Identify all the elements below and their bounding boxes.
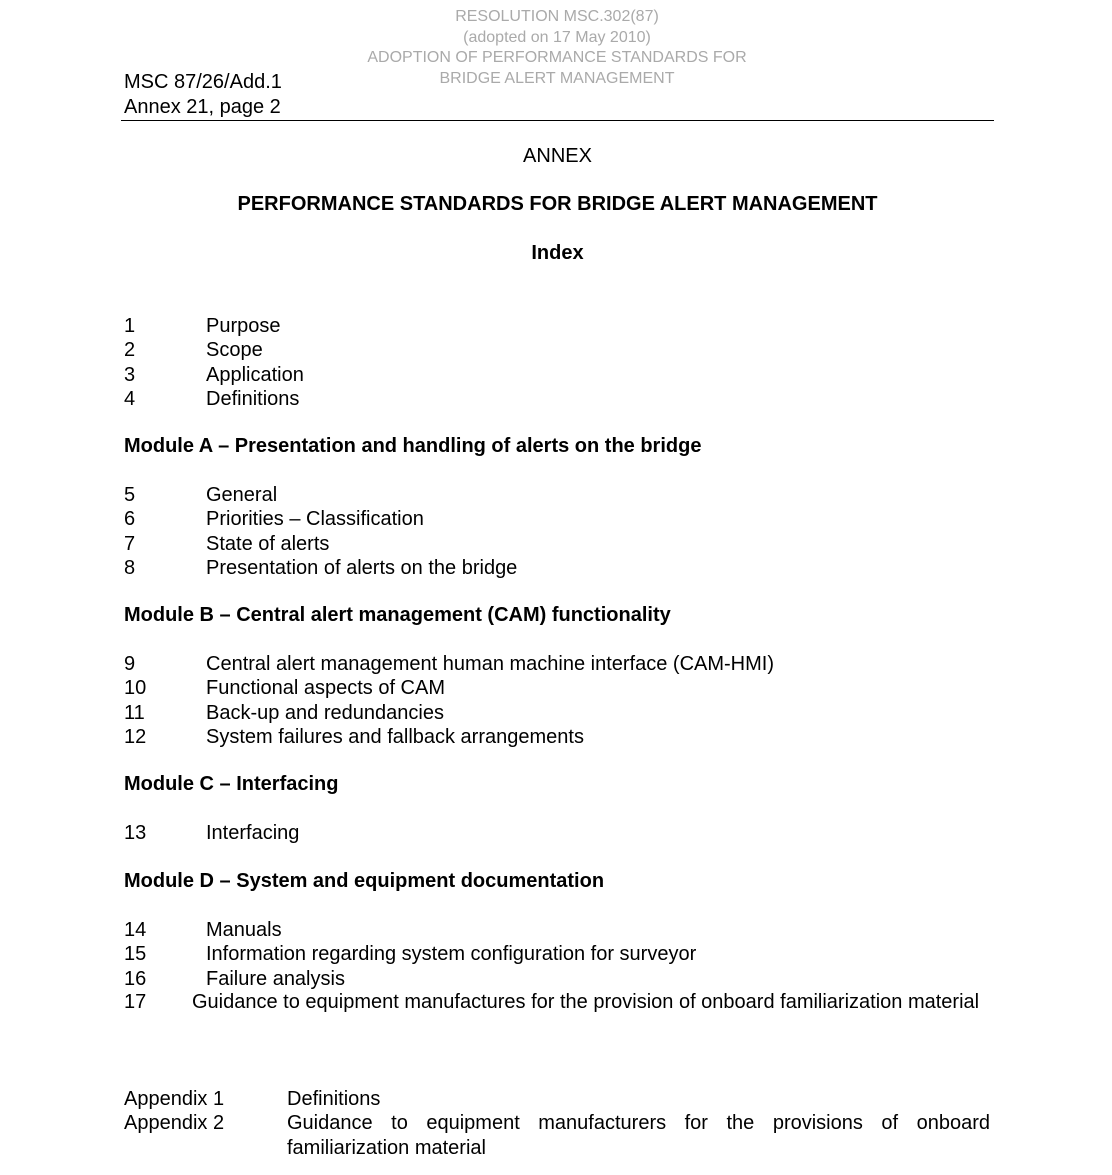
item-text: Failure analysis (206, 967, 345, 990)
item-text: System failures and fallback arrangements (206, 726, 584, 749)
stamp-line-3: ADOPTION OF PERFORMANCE STANDARDS FOR (367, 49, 747, 66)
index-heading: Index (531, 242, 584, 264)
running-header (124, 70, 282, 119)
stamp-line-4: BRIDGE ALERT MANAGEMENT (439, 69, 675, 87)
appendix-label: Appendix 2 (124, 1112, 225, 1134)
item-text: Presentation of alerts on the bridge (206, 557, 518, 580)
item-number: 17 (124, 991, 147, 1013)
item-text: Scope (206, 339, 263, 362)
item-number: 3 (124, 363, 136, 386)
item-number: 7 (124, 532, 136, 555)
item-text: Information regarding system configuration for surveyor (206, 943, 697, 966)
stamp-line-1: RESOLUTION MSC.302(87) (455, 8, 659, 25)
item-text: Guidance to equipment manufactures for the provision of onboard familiarization material (192, 991, 980, 1013)
module-d-heading: Module D – System and equipment documentation (124, 870, 605, 892)
item-text: Back-up and redundancies (206, 701, 444, 724)
appendix-label: Appendix 1 (124, 1088, 225, 1110)
item-number: 8 (124, 557, 136, 580)
appendix-text: Guidance to equipment manufacturers for the provisions of onboard familiarization material (287, 1112, 990, 1159)
item-text: Functional aspects of CAM (206, 677, 445, 700)
item-number: 15 (124, 943, 147, 966)
item-text: General (206, 484, 278, 506)
item-number: 4 (124, 388, 136, 411)
item-number: 9 (124, 653, 136, 675)
item-number: 6 (124, 508, 136, 531)
item-number: 11 (124, 701, 145, 724)
module-b-heading: Module B – Central alert management (CAM) functionality (124, 604, 671, 626)
item-text: State of alerts (206, 532, 330, 555)
item-text: Application (206, 363, 304, 386)
item-text: Priorities – Classification (206, 508, 424, 531)
appendix-text: Definitions (287, 1088, 381, 1110)
item-text: Central alert management human machine interface (CAM-HMI) (206, 653, 774, 675)
item-text: Interfacing (206, 822, 300, 844)
annex-label: ANNEX (523, 145, 592, 167)
doc-ref: MSC 87/26/Add.1 (124, 71, 282, 93)
item-number: 10 (124, 677, 147, 700)
item-number: 1 (124, 315, 136, 337)
header-rule (121, 120, 994, 121)
item-number: 12 (124, 726, 147, 749)
item-text: Manuals (206, 919, 282, 941)
item-number: 14 (124, 919, 147, 941)
module-c-heading: Module C – Interfacing (124, 773, 339, 795)
item-number: 16 (124, 967, 147, 990)
document-title: PERFORMANCE STANDARDS FOR BRIDGE ALERT MANAGEMENT (237, 193, 878, 215)
item-number: 13 (124, 822, 147, 844)
page-ref: Annex 21, page 2 (124, 95, 281, 118)
stamp-line-2: (adopted on 17 May 2010) (463, 28, 651, 46)
module-a-heading: Module A – Presentation and handling of alerts on the bridge (124, 435, 702, 457)
item-number: 2 (124, 339, 136, 362)
item-text: Definitions (206, 388, 300, 411)
item-number: 5 (124, 484, 136, 506)
resolution-stamp (340, 7, 774, 89)
item-text: Purpose (206, 315, 281, 337)
